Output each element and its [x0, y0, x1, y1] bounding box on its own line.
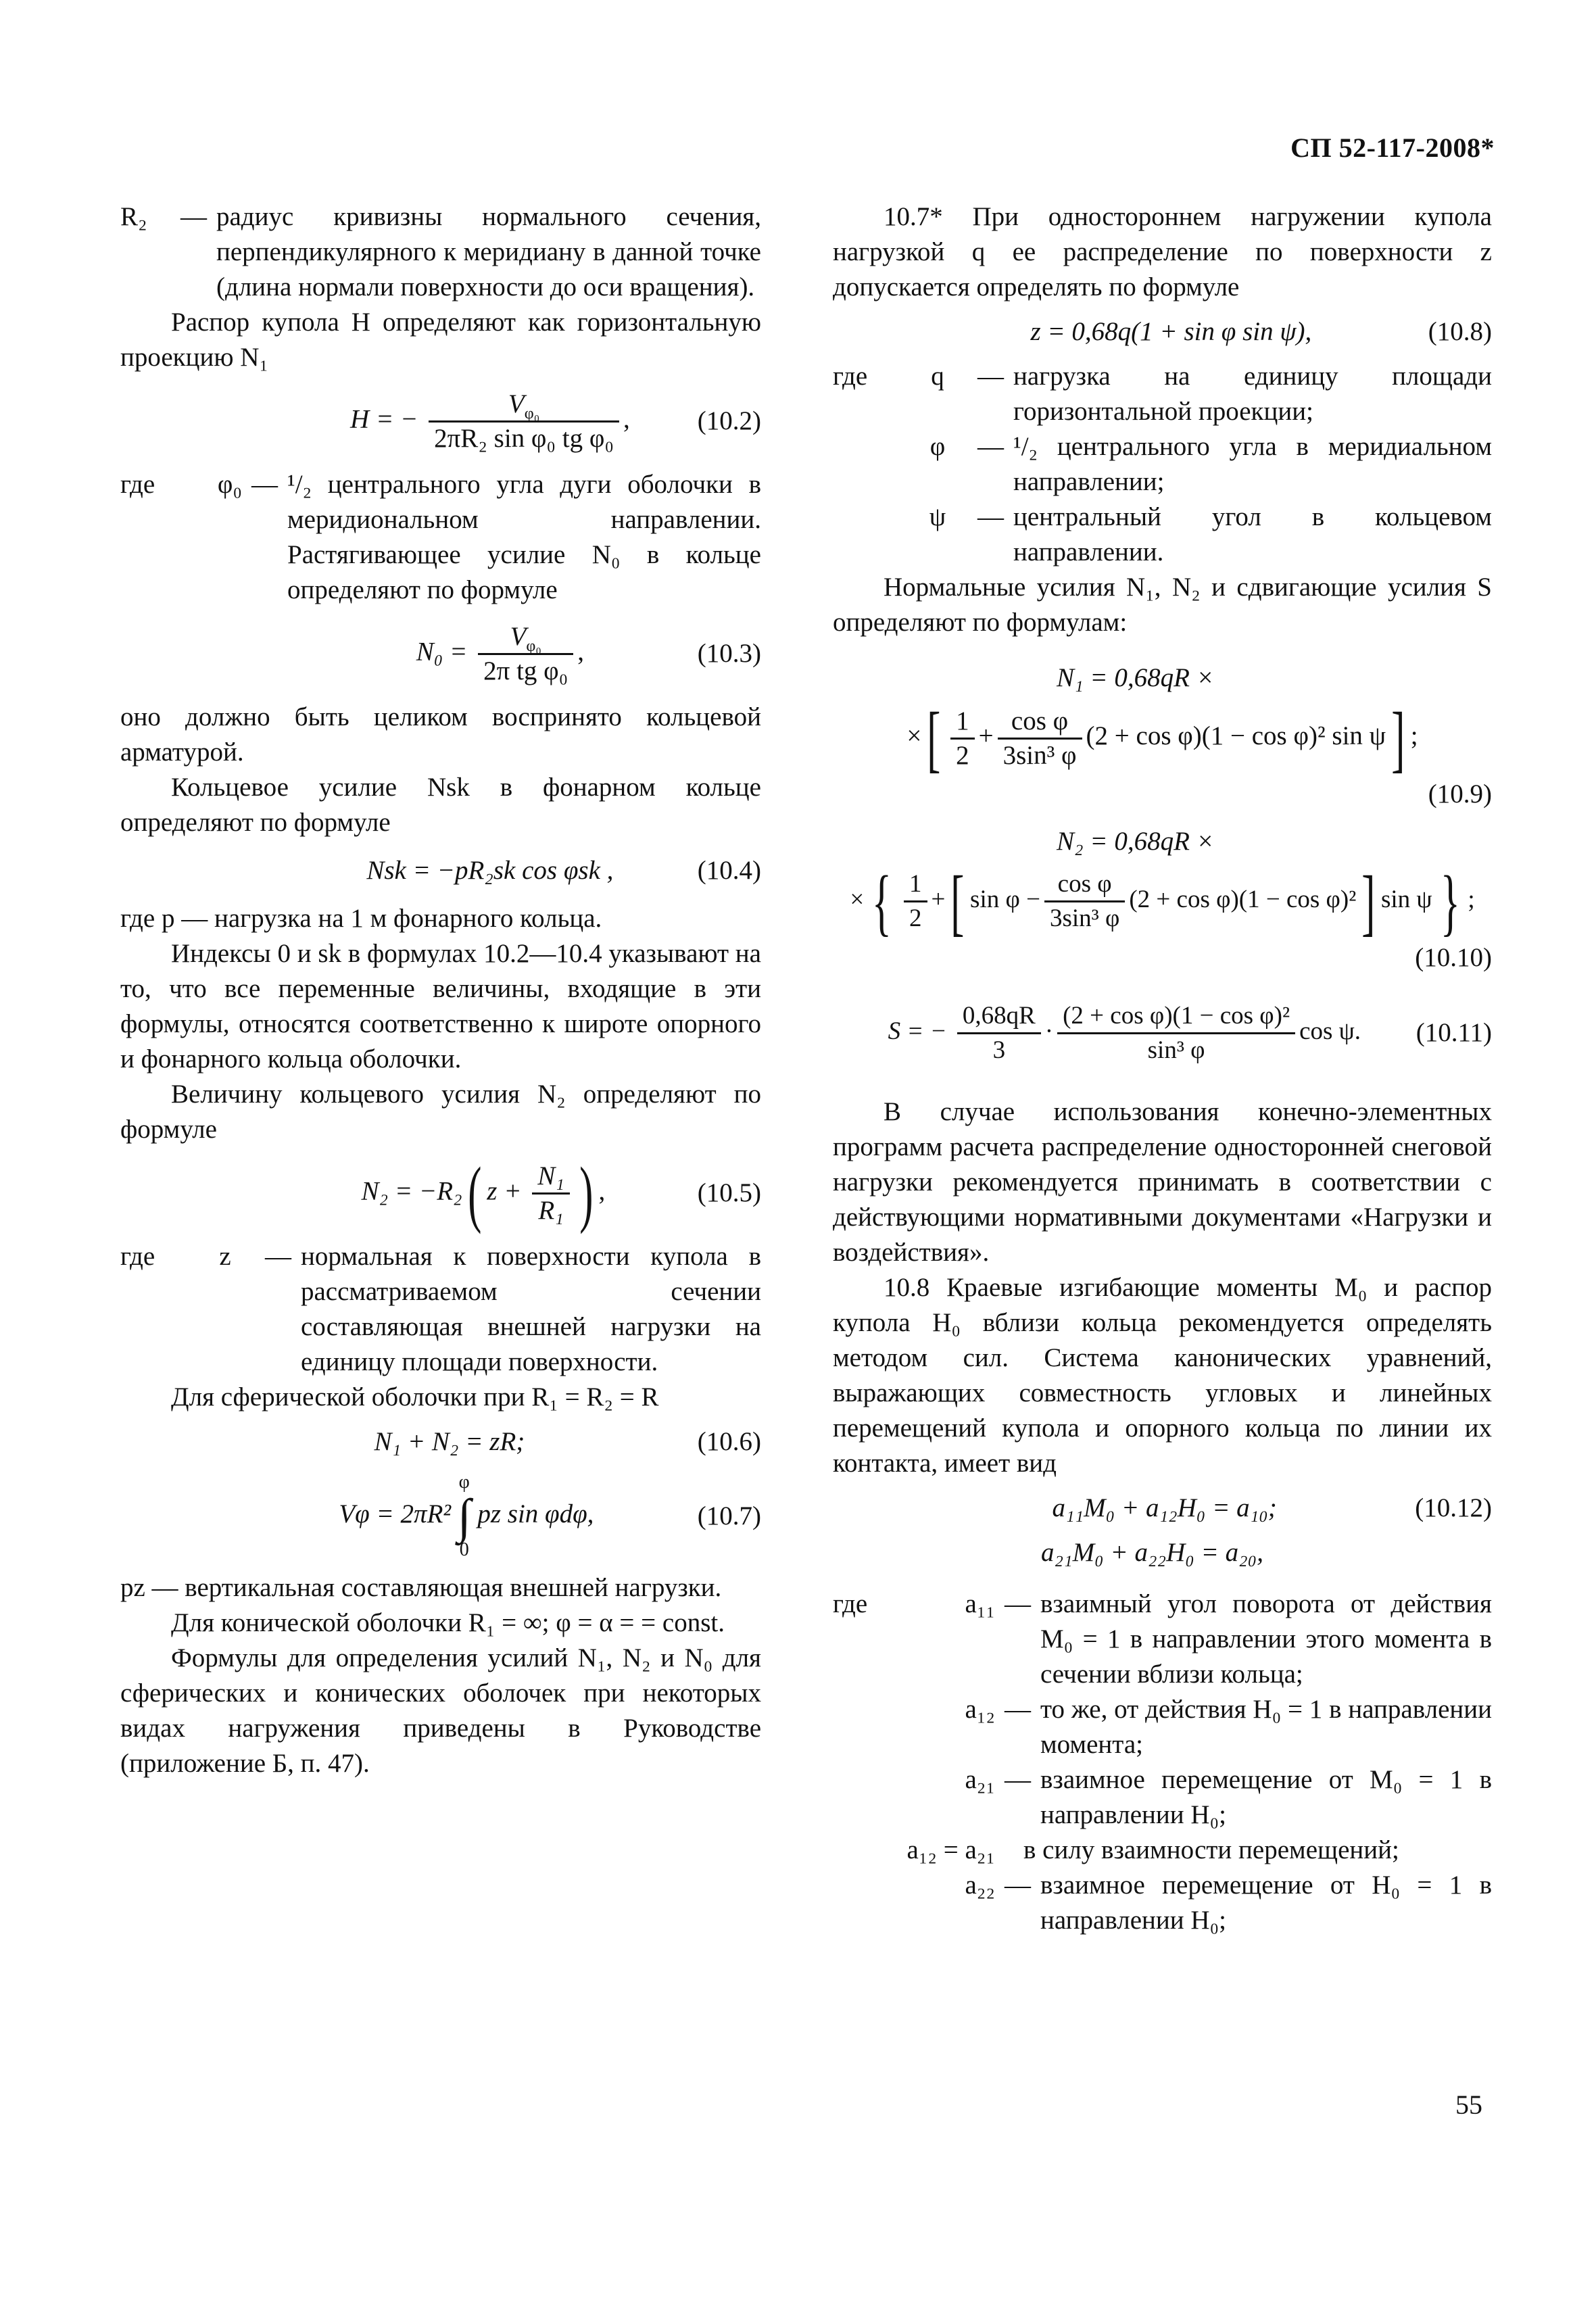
symbol: z [219, 1242, 231, 1271]
formula-number: (10.9) [1428, 779, 1492, 809]
formula-10-9: N₁ = 0,68qR × ×[ $\frac{1}{2}$ + $\frac{\text{cos φ}}{\text{3sin³ φ}}$ (2 + cos φ)(1 − cos φ)² sin ψ] ; (10.9) [833, 660, 1492, 812]
numerator: cos φ [998, 705, 1082, 740]
formula-tail: , [598, 1176, 606, 1205]
denominator: 2πR₂ sin φ₀ tg φ₀ [434, 423, 614, 453]
definition-item [833, 1868, 1492, 1938]
formula-lhs: N₂ = −R₂ [361, 1176, 462, 1205]
page-number: 55 [1455, 2090, 1482, 2120]
lead-word [833, 1762, 887, 1833]
formula-10-3 [120, 614, 761, 693]
paragraph-raspor: Распор купола H определяют как горизонтальную проекцию N₁ [120, 308, 761, 372]
paragraph-armature: оно должно быть целиком воспринято кольцевой арматурой. [120, 702, 761, 767]
formula-lhs: Vφ = 2πR² [339, 1499, 452, 1528]
formula-body: Nsk = −pR₂sk cos φsk , [366, 856, 614, 885]
fraction [532, 1160, 570, 1227]
lead-word [833, 1692, 887, 1762]
symbol: q [931, 362, 944, 391]
formula-line2: a₂₁M₀ + a₂₂H₀ = a₂₀, [1040, 1538, 1263, 1567]
formula-tail: (2 + cos φ)(1 − cos φ)² sin ψ [1086, 721, 1386, 750]
numerator-subscript: φ₀ [524, 404, 540, 423]
formula-lhs: S = − [888, 1017, 947, 1045]
formula-number: (10.7) [697, 1501, 761, 1530]
standard-code-header: СП 52-117-2008* [1290, 132, 1495, 163]
dash: — [180, 202, 207, 231]
paragraph-sphere: Для сферической оболочки при R₁ = R₂ = R [171, 1382, 659, 1412]
definition-pz: pz — вертикальная составляющая внешней нагрузки. [120, 1573, 722, 1602]
left-column [120, 199, 761, 1781]
cos-fraction [1044, 868, 1125, 935]
symbol: a₂₁ [965, 1765, 995, 1794]
paragraph-indexes: Индексы 0 и sk в формулах 10.2—10.4 указывают на то, что все переменные величины, входящие в эти формулы, относятся соответственно к широте опорного и фонарного кольца оболочки. [120, 939, 761, 1073]
lead-word: где [833, 1589, 868, 1618]
formula-number: (10.6) [697, 1427, 761, 1456]
paragraph-n2: Величину кольцевого усилия N₂ определяют по формуле [120, 1080, 761, 1144]
formula-number: (10.12) [1415, 1493, 1492, 1522]
formula-number: (10.8) [1428, 317, 1492, 346]
cos-fraction [998, 705, 1082, 772]
integral [458, 1470, 471, 1562]
formula-10-6 [120, 1422, 761, 1462]
definition-text: центральный угол в кольцевом направлении. [1013, 502, 1492, 566]
formula-line1: a₁₁M₀ + a₁₂H₀ = a₁₀; [1052, 1493, 1277, 1522]
symbol: a₂₂ [965, 1871, 995, 1900]
fraction-2 [1057, 1000, 1295, 1067]
formula-lhs: N₀ = [416, 636, 468, 666]
symbol: a₁₂ [965, 1695, 995, 1724]
numerator: V [508, 389, 525, 418]
numerator: 0,68qR [957, 1000, 1041, 1034]
definition-p: где p — нагрузка на 1 м фонарного кольца. [120, 904, 602, 933]
fraction [429, 388, 619, 455]
formula-10-12 [833, 1491, 1492, 1570]
paragraph-formulas: Формулы для определения усилий N₁, N₂ и N₀ для сферических и конических оболочек при некоторых видах нагружения приведены в Руководстве (приложение Б, п. 47). [120, 1643, 761, 1778]
left-paren: ( [467, 1152, 482, 1234]
left-brace: { [872, 860, 892, 943]
denominator: R₁ [538, 1195, 564, 1225]
definition-item [833, 1587, 1492, 1692]
definition-text: нормальная к поверхности купола в рассматриваемом сечении составляющая внешней нагрузки на единицу площади поверхности. [301, 1242, 761, 1376]
numerator: N₁ [537, 1161, 564, 1190]
definition-text: в силу взаимности перемещений; [1023, 1835, 1399, 1864]
lead-word [833, 429, 907, 500]
formula-end: sin ψ [1380, 886, 1432, 913]
symbol: a₁₁ [965, 1589, 995, 1618]
denominator: 3 [992, 1036, 1006, 1064]
right-brace: } [1440, 860, 1460, 943]
formula-number: (10.11) [1416, 1018, 1492, 1047]
formula-10-11: S = − $\frac{0,68qR}{3}$ · $\frac{\text{(2 + cos φ)(1 − cos φ)²}}{\text{sin³ φ}}$ cos ψ. (10.11) [833, 989, 1492, 1077]
formula-rhs: pz sin φdφ, [477, 1499, 594, 1528]
definition-text: взаимный угол поворота от действия M₀ = 1 в направлении этого момента в сечении вблизи кольца; [1040, 1589, 1492, 1689]
formula-tail: , [577, 636, 585, 666]
left-bracket: [ [927, 697, 941, 780]
dash [995, 1833, 1023, 1868]
right-column [833, 199, 1492, 1938]
symbol: φ₀ [217, 470, 242, 499]
definition-item [833, 500, 1492, 570]
formula-number: (10.3) [697, 639, 761, 668]
definitions-10-8 [833, 359, 1492, 570]
right-bracket: ] [1391, 697, 1405, 780]
formula-body: N₁ + N₂ = zR; [374, 1427, 525, 1456]
definition-z [120, 1239, 761, 1380]
formula-line1: N₁ = 0,68qR × [1056, 663, 1215, 692]
times-sign: × [906, 721, 922, 750]
formula-10-10: N₂ = 0,68qR × × { $\frac{1}{2}$ +[ sin φ − $\frac{\text{cos φ}}{\text{3sin³ φ}}$ (2 + cos φ)(1 − cos φ)²] sin ψ } ; (10.10) [833, 824, 1492, 975]
definition-text: взаимное перемещение от M₀ = 1 в направлении H₀; [1040, 1765, 1492, 1829]
formula-10-7 [120, 1469, 761, 1564]
definition-item [833, 1762, 1492, 1833]
paragraph-10-8: 10.8 Краевые изгибающие моменты M₀ и распор купола H₀ вблизи кольца рекомендуется определять методом сил. Система канонических уравнений, выражающих совместность угловых и линейных перемещений купола и опорного кольца по линии их контакта, имеет вид [833, 1273, 1492, 1478]
formula-tail: (2 + cos φ)(1 − cos φ)² [1129, 886, 1357, 913]
symbol: ψ [929, 502, 946, 531]
formula-body: z = 0,68q(1 + sin φ sin ψ), [1030, 317, 1312, 346]
numerator: 1 [950, 705, 975, 740]
half-fraction [904, 868, 927, 935]
paragraph-10-7: 10.7* При одностороннем нагружении купола нагрузкой q ее распределение по поверхности z допускается определять по формуле [833, 202, 1492, 301]
formula-10-8 [833, 312, 1492, 352]
definition-text: радиус кривизны нормального сечения, перпендикулярного к меридиану в данной точке (длина нормали поверхности до оси вращения). [216, 202, 761, 301]
numerator: 1 [904, 868, 927, 902]
paragraph-conic: Для конической оболочки R₁ = ∞; φ = α = = const. [171, 1608, 725, 1637]
lead-word [833, 1868, 887, 1938]
inner-term: z + [487, 1176, 522, 1205]
formula-tail: cos ψ. [1299, 1017, 1361, 1045]
formula-10-4 [120, 847, 761, 894]
numerator: (2 + cos φ)(1 − cos φ)² [1057, 1000, 1295, 1034]
lead-word [833, 500, 907, 570]
formula-tail: , [623, 404, 630, 433]
integral-upper: φ [458, 1472, 470, 1493]
formula-lhs: H = − [350, 404, 418, 433]
sin-part: sin φ − [970, 886, 1040, 913]
denominator: 3sin³ φ [1049, 904, 1120, 933]
symbol: φ [929, 432, 946, 461]
definition-item [833, 429, 1492, 500]
dash: — [977, 502, 1004, 531]
dash: — [977, 362, 1004, 391]
left-bracket: [ [950, 860, 965, 943]
formula-10-5 [120, 1154, 761, 1232]
definitions-10-12 [833, 1587, 1492, 1938]
dash: — [251, 470, 278, 499]
dash: — [1005, 1695, 1031, 1724]
right-paren: ) [579, 1152, 594, 1234]
dash: — [977, 432, 1004, 461]
right-bracket: ] [1361, 860, 1376, 943]
paragraph-normal-forces: Нормальные усилия N₁, N₂ и сдвигающие усилия S определяют по формулам: [833, 573, 1492, 637]
formula-number: (10.10) [1415, 943, 1492, 972]
times-sign: × [850, 886, 865, 913]
definition-text: взаимное перемещение от H₀ = 1 в направлении H₀; [1040, 1871, 1492, 1935]
definition-phi0 [120, 467, 761, 608]
numerator: cos φ [1044, 868, 1125, 902]
half-fraction [950, 705, 975, 772]
symbol: R₂ [120, 202, 147, 231]
numerator-subscript: φ₀ [526, 636, 541, 655]
formula-number: (10.5) [697, 1178, 761, 1207]
definition-r2 [120, 199, 761, 305]
denominator: 2 [909, 904, 922, 933]
definition-item [833, 1692, 1492, 1762]
lead-word: где [833, 362, 868, 391]
dash: — [1005, 1765, 1031, 1794]
lead-word: где [120, 1242, 155, 1271]
fraction [478, 621, 573, 687]
formula-number: (10.2) [697, 406, 761, 435]
symbol: a₁₂ = a₂₁ [906, 1835, 995, 1864]
denominator: 3sin³ φ [1002, 740, 1077, 770]
formula-line1: N₂ = 0,68qR × [1056, 827, 1215, 856]
integral-lower: 0 [459, 1539, 469, 1560]
dash: — [1005, 1871, 1031, 1900]
denominator: 2 [956, 740, 969, 770]
fraction-1 [957, 1000, 1041, 1067]
formula-number: (10.4) [697, 856, 761, 885]
definition-text: ¹/₂ центрального угла в меридиальном направлении; [1013, 432, 1492, 496]
numerator: V [510, 621, 527, 651]
definition-text: то же, от действия H₀ = 1 в направлении момента; [1040, 1695, 1492, 1759]
definition-item [833, 1833, 1492, 1868]
definition-text: ¹/₂ центрального угла дуги оболочки в меридиональном направлении. Растягивающее усилие N₀ в кольце определяют по формуле [287, 470, 761, 604]
definition-item [833, 359, 1492, 429]
dash: — [265, 1242, 291, 1271]
dash: — [1005, 1589, 1031, 1618]
integral-sign: ∫ [457, 1489, 471, 1543]
lead-word: где [120, 470, 155, 499]
denominator: 2π tg φ₀ [483, 656, 569, 685]
definition-text: нагрузка на единицу площади горизонтальной проекции; [1013, 362, 1492, 426]
paragraph-fem: В случае использования конечно-элементных программ расчета распределение односторонней снеговой нагрузки рекомендуется принимать в соответствии с действующими нормативными документами «Нагрузки и воздействия». [833, 1097, 1492, 1267]
denominator: sin³ φ [1147, 1036, 1205, 1064]
formula-10-2 [120, 382, 761, 460]
paragraph-nsk: Кольцевое усилие Nsk в фонарном кольце определяют по формуле [120, 773, 761, 837]
